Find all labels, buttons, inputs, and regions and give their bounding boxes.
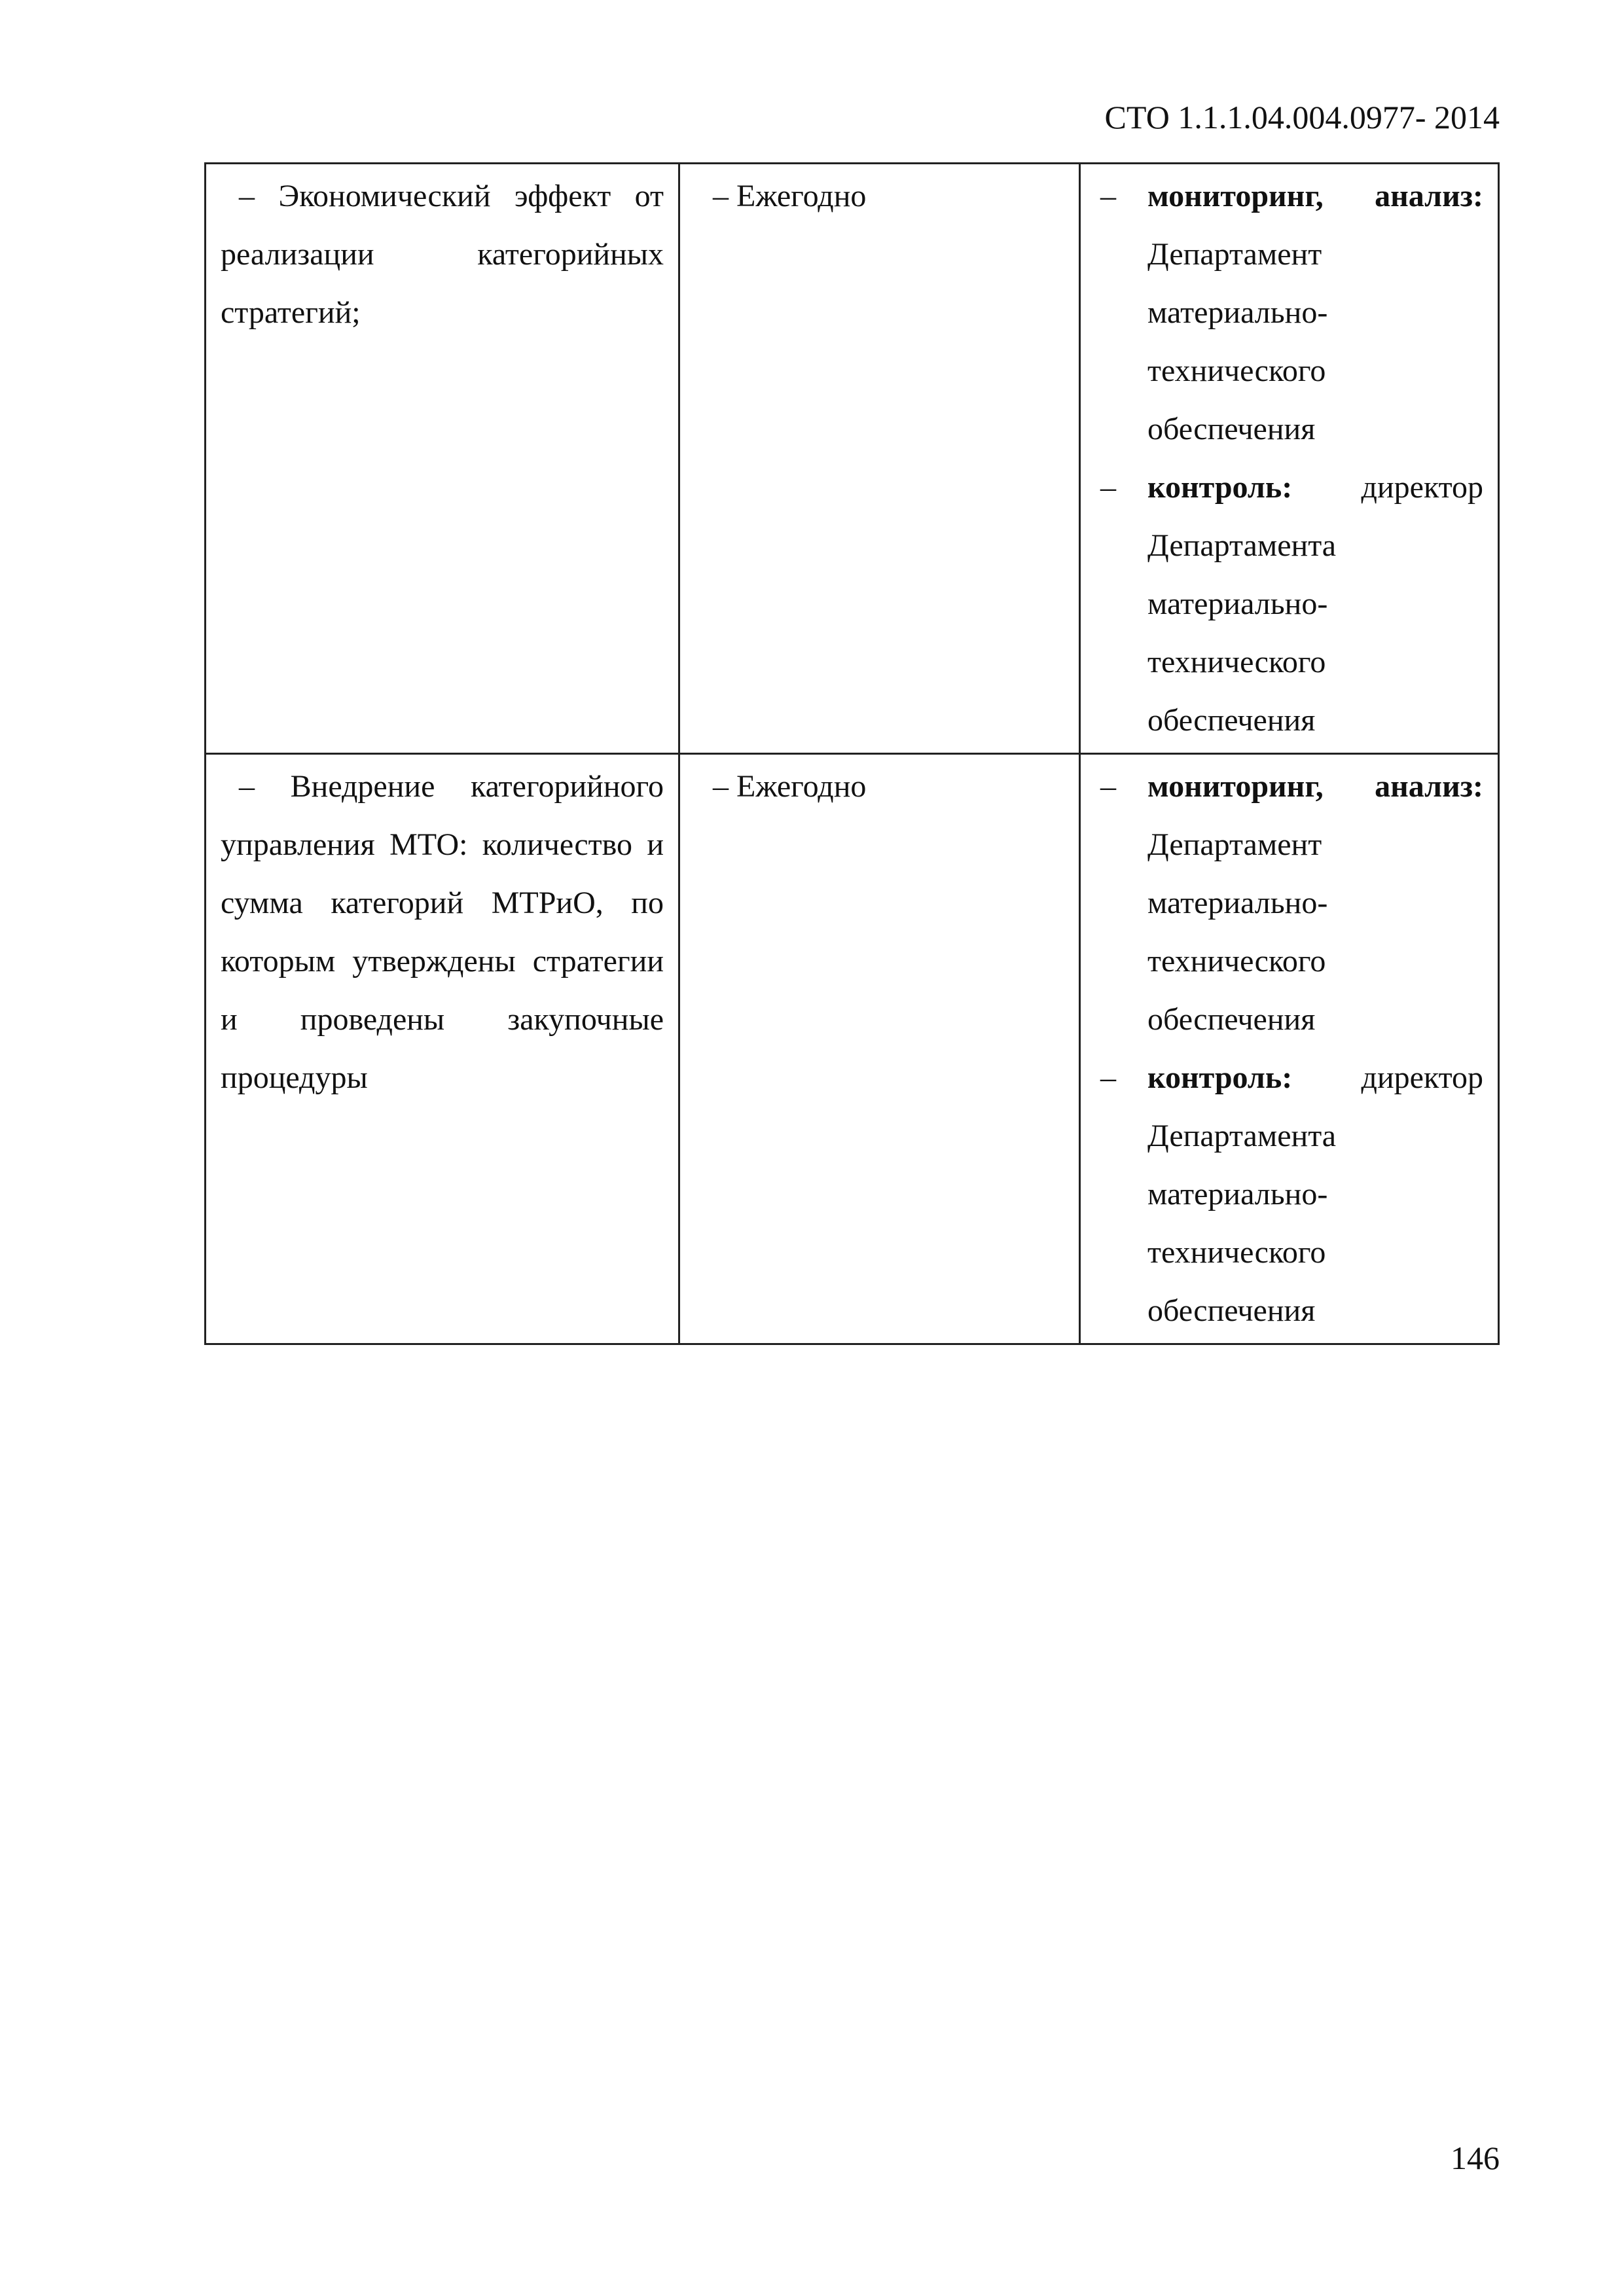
responsibility-table bbox=[204, 162, 1500, 1345]
control-heading bbox=[1147, 1049, 1483, 1107]
control-label: контроль: bbox=[1147, 1060, 1293, 1095]
dash-marker: – bbox=[1100, 769, 1116, 804]
monitoring-item bbox=[1095, 757, 1483, 1049]
monitoring-heading bbox=[1147, 757, 1483, 816]
document-code: СТО 1.1.1.04.004.0977- 2014 bbox=[1104, 99, 1500, 135]
responsibility-cell bbox=[1080, 164, 1499, 754]
indicator-text: – Внедрение категорийного управления МТО: количество и сумма категорий МТРиО, по которым утверждены стратегии и проведены закупочные процедуры bbox=[221, 769, 664, 1095]
period-text: – Ежегодно bbox=[713, 179, 867, 213]
monitoring-line: обеспечения bbox=[1147, 1002, 1316, 1037]
control-line: Департамента bbox=[1147, 528, 1337, 563]
monitoring-heading bbox=[1147, 167, 1483, 225]
control-role: директор bbox=[1361, 1060, 1483, 1095]
control-line: материально- bbox=[1147, 1177, 1328, 1211]
period-text: – Ежегодно bbox=[713, 769, 867, 804]
control-line: технического bbox=[1147, 645, 1326, 679]
indicator-text: – Экономический эффект от реализации категорийных стратегий; bbox=[221, 179, 664, 330]
control-line: материально- bbox=[1147, 586, 1328, 621]
analysis-label: анализ: bbox=[1375, 179, 1483, 213]
period-cell bbox=[679, 164, 1080, 754]
monitoring-line: материально- bbox=[1147, 295, 1328, 330]
table-row bbox=[206, 164, 1499, 754]
control-item bbox=[1095, 1049, 1483, 1340]
dash-marker: – bbox=[1100, 1060, 1116, 1095]
period-cell bbox=[679, 754, 1080, 1344]
control-line: обеспечения bbox=[1147, 703, 1316, 738]
page-number: 146 bbox=[1451, 2140, 1500, 2176]
monitoring-line: технического bbox=[1147, 944, 1326, 978]
control-line: технического bbox=[1147, 1235, 1326, 1270]
monitoring-item bbox=[1095, 167, 1483, 458]
control-line: Департамента bbox=[1147, 1119, 1337, 1153]
control-line: обеспечения bbox=[1147, 1293, 1316, 1328]
monitoring-line: Департамент bbox=[1147, 237, 1322, 272]
dash-marker: – bbox=[1100, 179, 1116, 213]
control-item bbox=[1095, 458, 1483, 749]
indicator-cell bbox=[206, 164, 679, 754]
control-role: директор bbox=[1361, 470, 1483, 505]
indicator-cell bbox=[206, 754, 679, 1344]
responsibility-cell bbox=[1080, 754, 1499, 1344]
analysis-label: анализ: bbox=[1375, 769, 1483, 804]
monitoring-label: мониторинг, bbox=[1147, 769, 1324, 804]
table-row bbox=[206, 754, 1499, 1344]
dash-marker: – bbox=[1100, 470, 1116, 505]
monitoring-line: обеспечения bbox=[1147, 412, 1316, 446]
control-heading bbox=[1147, 458, 1483, 516]
monitoring-line: технического bbox=[1147, 353, 1326, 388]
control-label: контроль: bbox=[1147, 470, 1293, 505]
monitoring-line: Департамент bbox=[1147, 827, 1322, 862]
monitoring-label: мониторинг, bbox=[1147, 179, 1324, 213]
monitoring-line: материально- bbox=[1147, 886, 1328, 920]
